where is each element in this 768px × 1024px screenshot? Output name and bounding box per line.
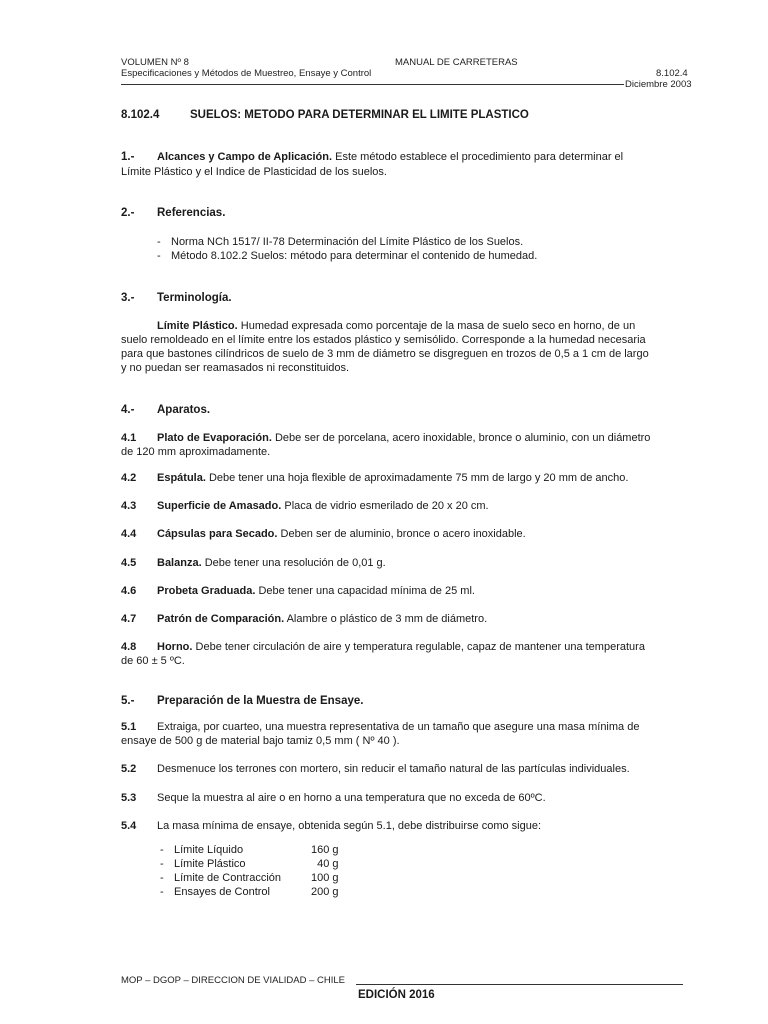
section-3-heading: Terminología. (157, 292, 232, 304)
apparatus-line: de 120 mm aproximadamente. (121, 446, 271, 458)
header-subtitle: Especificaciones y Métodos de Muestreo, Ensaye y Control (121, 68, 372, 79)
apparatus-line: Probeta Graduada. Debe tener una capacidad mínima de 25 ml. (157, 585, 475, 597)
apparatus-line: Horno. Debe tener circulación de aire y temperatura regulable, capaz de mantener una temperatura (157, 641, 645, 653)
header-volume: VOLUMEN Nº 8 (121, 57, 189, 68)
table-row: - Límite Líquido 160 g (160, 844, 339, 856)
apparatus-line: de 60 ± 5 ºC. (121, 655, 185, 667)
header-rule (121, 84, 624, 85)
header-date: Diciembre 2003 (625, 79, 692, 90)
item-number: 4.5 (121, 557, 137, 569)
item-number: 4.1 (121, 432, 137, 444)
footer-org: MOP – DGOP – DIRECCION DE VIALIDAD – CHILE (121, 975, 346, 986)
section-1-text1: Este método establece el procedimiento para determinar el (332, 151, 624, 163)
title-number: 8.102.4 (121, 109, 160, 121)
reference-item: - Norma NCh 1517/ II-78 Determinación del Límite Plástico de los Suelos. (157, 236, 524, 248)
apparatus-line: Superficie de Amasado. Placa de vidrio esmerilado de 20 x 20 cm. (157, 500, 489, 512)
section-2-number: 2.- (121, 207, 135, 219)
page-title: SUELOS: METODO PARA DETERMINAR EL LIMITE PLASTICO (190, 109, 529, 121)
table-row: - Ensayes de Control 200 g (160, 886, 339, 898)
terminology-line2: suelo remoldeado en el límite entre los estados plástico y semisólido. Corresponde a la humedad necesaria (121, 334, 646, 346)
section-1-line2: Límite Plástico y el Indice de Plasticidad de los suelos. (121, 166, 387, 178)
apparatus-line: Espátula. Debe tener una hoja flexible de aproximadamente 75 mm de largo y 20 mm de ancho. (157, 472, 629, 484)
terminology-line3: para que bastones cilíndricos de suelo de 3 mm de diámetro se disgreguen en trozos de 0,5 a 1 cm de largo (121, 348, 649, 360)
reference-item: - Método 8.102.2 Suelos: método para determinar el contenido de humedad. (157, 250, 538, 262)
section-5-number: 5.- (121, 695, 135, 707)
section-1-number: 1.- (121, 151, 135, 163)
item-number: 4.8 (121, 641, 137, 653)
preparation-line: La masa mínima de ensaye, obtenida según 5.1, debe distribuirse como sigue: (157, 820, 542, 832)
apparatus-line: Balanza. Debe tener una resolución de 0,01 g. (157, 557, 386, 569)
section-1-heading: Alcances y Campo de Aplicación. (157, 151, 333, 163)
item-number: 4.4 (121, 528, 137, 540)
header-manual: MANUAL DE CARRETERAS (395, 57, 518, 68)
section-2-heading: Referencias. (157, 207, 226, 219)
item-number: 4.3 (121, 500, 137, 512)
footer-rule (356, 984, 683, 985)
item-number: 5.1 (121, 721, 137, 733)
apparatus-line: Cápsulas para Secado. Deben ser de aluminio, bronce o acero inoxidable. (157, 528, 526, 540)
terminology-term: Límite Plástico. (157, 320, 238, 332)
sample-mass-table (160, 843, 339, 899)
preparation-line: ensaye de 500 g de material bajo tamiz 0,5 mm ( Nº 40 ). (121, 735, 400, 747)
item-number: 4.7 (121, 613, 137, 625)
item-number: 5.3 (121, 792, 137, 804)
terminology-line1: Límite Plástico. Humedad expresada como porcentaje de la masa de suelo seco en horno, de un (157, 320, 636, 332)
table-row: - Límite de Contracción 100 g (160, 872, 339, 884)
terminology-line4: y no puedan ser reamasados ni reconstituidos. (121, 362, 350, 374)
header-code: 8.102.4 (656, 68, 688, 79)
item-number: 4.6 (121, 585, 137, 597)
section-4-heading: Aparatos. (157, 404, 211, 416)
apparatus-line: Patrón de Comparación. Alambre o plástico de 3 mm de diámetro. (157, 613, 488, 625)
preparation-line: Seque la muestra al aire o en horno a una temperatura que no exceda de 60ºC. (157, 792, 546, 804)
preparation-line: Desmenuce los terrones con mortero, sin reducir el tamaño natural de las partículas individuales. (157, 763, 630, 775)
footer-edition: EDICIÓN 2016 (358, 989, 435, 1001)
preparation-line: Extraiga, por cuarteo, una muestra representativa de un tamaño que asegure una masa mínima de (157, 721, 640, 733)
item-number: 5.4 (121, 820, 137, 832)
apparatus-line: Plato de Evaporación. Debe ser de porcelana, acero inoxidable, bronce o aluminio, con un diámetro (157, 432, 651, 444)
section-1-line1 (157, 150, 623, 165)
item-number: 4.2 (121, 472, 137, 484)
section-5-heading: Preparación de la Muestra de Ensaye. (157, 695, 364, 707)
item-number: 5.2 (121, 763, 137, 775)
section-3-number: 3.- (121, 292, 135, 304)
table-row: - Límite Plástico 40 g (160, 858, 339, 870)
section-4-number: 4.- (121, 404, 135, 416)
